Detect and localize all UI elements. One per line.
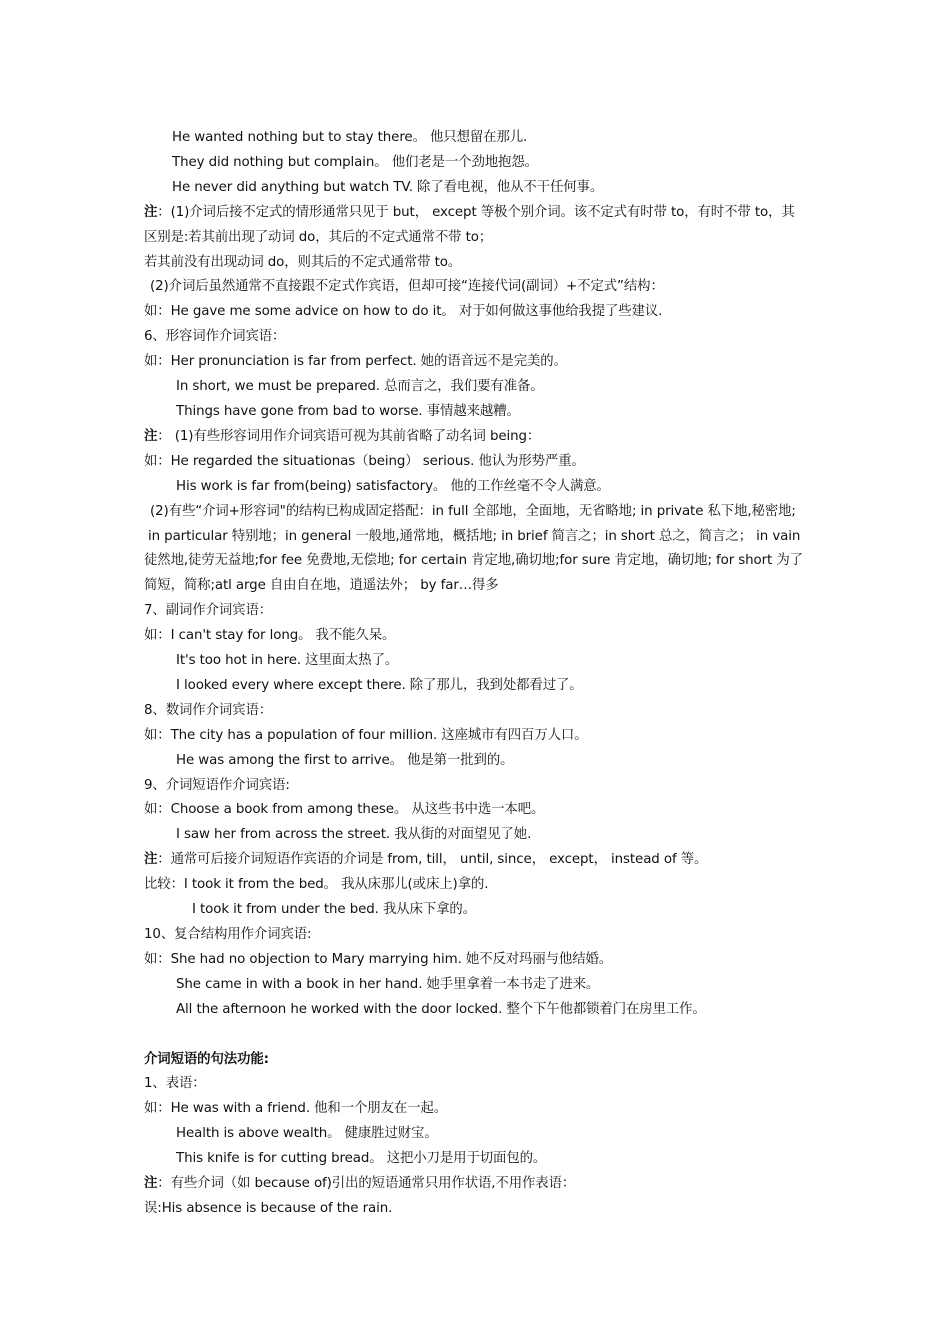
example-sentence: All the afternoon he worked with the door locked. 整个下午他都锁着门在房里工作。 [176, 1001, 706, 1017]
example-sentence: It's too hot in here. 这里面太热了。 [176, 653, 399, 669]
section-heading: 10、复合结构用作介词宾语: [144, 927, 312, 942]
section-heading: 8、数词作介词宾语： [144, 702, 273, 718]
section-heading: 9、介词短语作介词宾语: [144, 777, 290, 793]
example-sentence: 如：Her pronunciation is far from perfect. 她的语音远不是完美的。 [144, 354, 567, 370]
note-paragraph [144, 1172, 814, 1197]
note-paragraph [144, 201, 814, 226]
note-label: 注 [144, 1176, 158, 1192]
note-text-line: (2)介词后虽然通常不直接跟不定式作宾语，但却可接“连接代词(副词）+不定式”结构： [150, 279, 664, 295]
note-text: ：(1)介词后接不定式的情形通常只见于 but， except 等极个别介词。该不定式有时带 to，有时不带 to，其 [157, 204, 795, 220]
note-label: 注 [144, 428, 158, 444]
example-sentence: Things have gone from bad to worse. 事情越来越糟。 [176, 403, 520, 419]
example-sentence: 如：He regarded the situationas（being） serious. 他认为形势严重。 [144, 453, 585, 469]
section-heading: 7、副词作介词宾语： [144, 603, 273, 619]
example-sentence: She came in with a book in her hand. 她手里拿着一本书走了进来。 [176, 976, 600, 992]
incorrect-example: 误:His absence is because of the rain. [144, 1200, 393, 1216]
example-sentence: His work is far from(being) satisfactory。 他的工作丝毫不令人满意。 [176, 478, 610, 494]
note-label: 注 [144, 852, 158, 868]
example-sentence: I saw her from across the street. 我从街的对面望见了她. [176, 827, 532, 843]
document-body [144, 126, 814, 1222]
example-sentence: 如：I can't stay for long。 我不能久呆。 [144, 628, 396, 644]
note-paragraph [144, 848, 814, 873]
example-sentence: 如：He gave me some advice on how to do it。 对于如何做这事他给我提了些建议. [144, 304, 663, 320]
note-text-line: 若其前没有出现动词 do，则其后的不定式通常带 to。 [144, 254, 462, 270]
example-sentence: In short, we must be prepared. 总而言之，我们要有准备。 [176, 379, 544, 395]
note-label: 注 [144, 204, 158, 220]
note-text: ：有些介词（如 because of)引出的短语通常只用作状语,不用作表语： [157, 1176, 576, 1192]
note-text-line: 区别是:若其前出现了动词 do，其后的不定式通常不带 to； [144, 229, 493, 245]
section-heading: 1、表语： [144, 1076, 206, 1092]
example-sentence: He never did anything but watch TV. 除了看电视，他从不干任何事。 [172, 179, 604, 195]
example-sentence: 如：He was with a friend. 他和一个朋友在一起。 [144, 1101, 448, 1117]
chapter-heading: 介词短语的句法功能: [144, 1051, 269, 1067]
note-text-line: 简短，简称;atl arge 自由自在地，逍遥法外； by far…得多 [144, 578, 499, 594]
example-sentence: 如：Choose a book from among these。 从这些书中选一本吧。 [144, 802, 545, 818]
blank-line [144, 1023, 814, 1048]
note-text-line: 徒然地,徒劳无益地;for fee 免费地,无偿地; for certain 肯定地,确切地;for sure 肯定地，确切地; for short 为了 [144, 553, 803, 569]
example-sentence: I looked every where except there. 除了那儿，我到处都看过了。 [176, 677, 583, 693]
note-paragraph [144, 425, 814, 450]
note-text: ： (1)有些形容词用作介词宾语可视为其前省略了动名词 being： [157, 428, 541, 444]
example-sentence: He was among the first to arrive。 他是第一批到的。 [176, 752, 514, 768]
example-sentence: 如：She had no objection to Mary marrying him. 她不反对玛丽与他结婚。 [144, 951, 613, 967]
example-sentence: They did nothing but complain。 他们老是一个劲地抱怨。 [172, 154, 538, 170]
note-text-line: in particular 特别地；in general 一般地,通常地，概括地; in brief 简言之；in short 总之，简言之； in vain [148, 528, 801, 544]
example-sentence: 如：The city has a population of four million. 这座城市有四百万人口。 [144, 727, 588, 743]
note-text: ：通常可后接介词短语作宾语的介词是 from, till， until, since， except， instead of 等。 [157, 852, 708, 868]
comparison-sentence: 比较：I took it from the bed。 我从床那儿(或床上)拿的. [144, 877, 489, 893]
example-sentence: Health is above wealth。 健康胜过财宝。 [176, 1126, 438, 1142]
example-sentence: He wanted nothing but to stay there。 他只想留在那儿. [172, 130, 528, 145]
note-text-line: (2)有些“介词+形容词"的结构已构成固定搭配：in full 全部地，全面地，无省略地; in private 私下地,秘密地; [150, 503, 796, 519]
comparison-sentence: I took it from under the bed. 我从床下拿的。 [192, 902, 476, 918]
section-heading: 6、形容词作介词宾语： [144, 329, 286, 345]
example-sentence: This knife is for cutting bread。 这把小刀是用于切面包的。 [176, 1151, 547, 1167]
